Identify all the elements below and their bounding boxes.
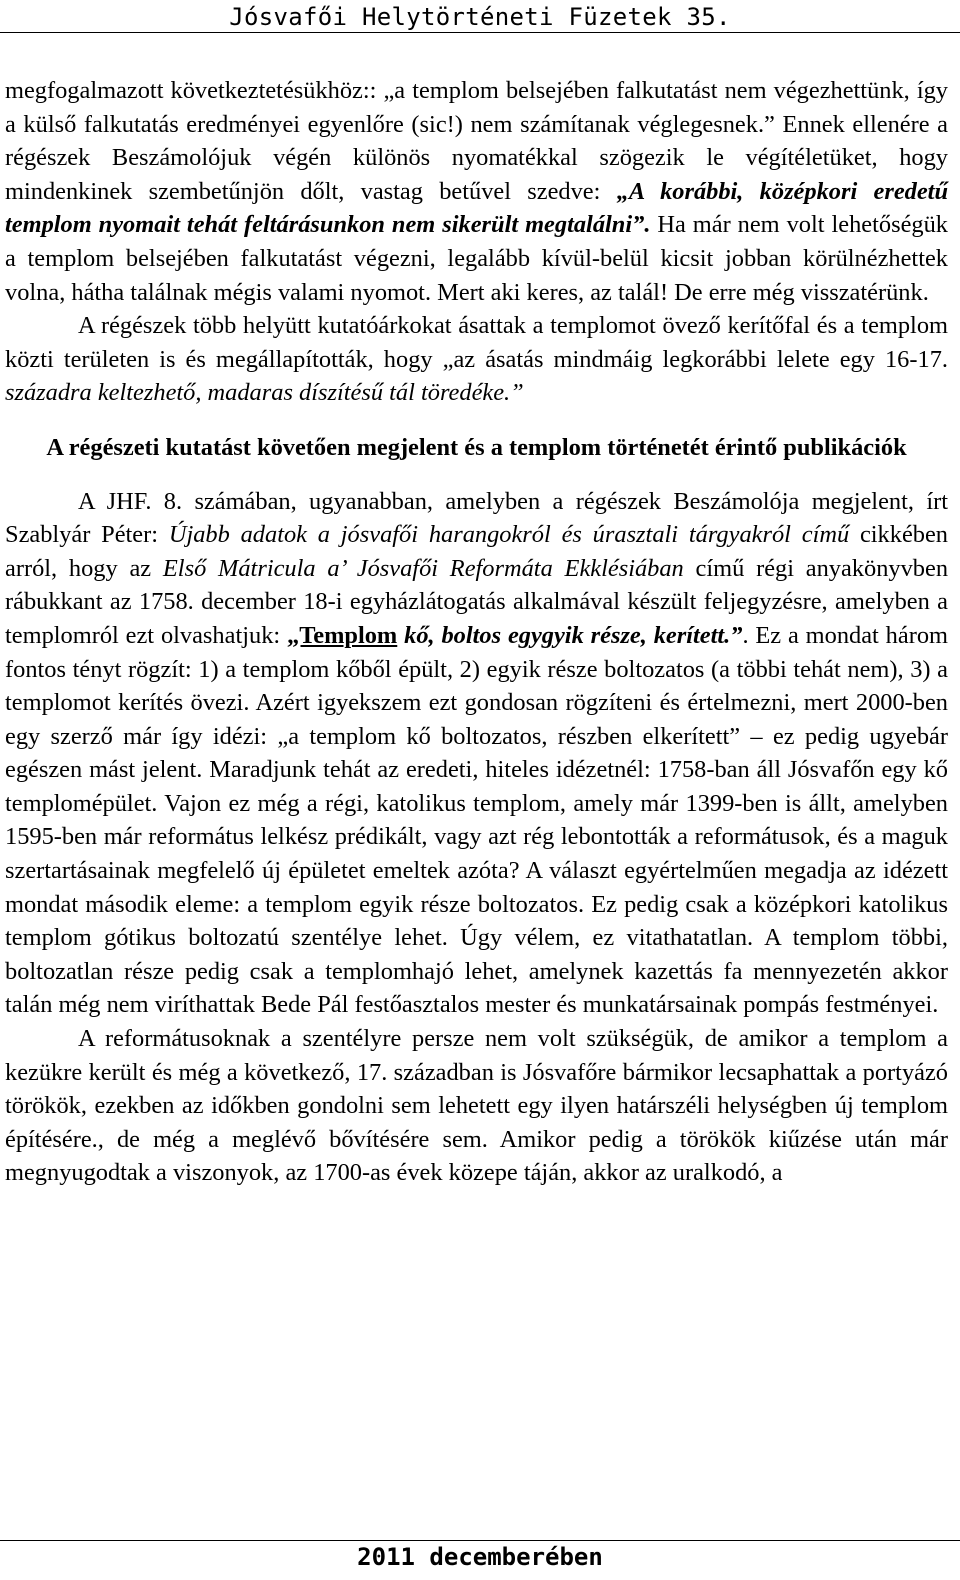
body-text [5, 74, 948, 1190]
paragraph-3-quote-underlined: „Templom [287, 621, 398, 649]
paragraph-4-text: A reformátusoknak a szentélyre persze nem volt szükségük, de amikor a templom a kezükre került és még a következő, 17. században is Jósvafőre bármikor lecsaphattak a portyázó törökök, ezekben az időkben gondolni sem lehetett egy ilyen határszéli helységben új templom építésére., de még a meglévő bővítésére sem. Amikor pedig a törökök kiűzése után már megnyugodtak a viszonyok, az 1700-as évek közepe táján, akkor az uralkodó, a [5, 1025, 948, 1187]
header-rule [0, 32, 960, 33]
paragraph-1-emphasis: „A korábbi, középkori eredetű templom nyomait tehát feltárásunkon nem sikerült megtalálni”. [5, 177, 949, 239]
paragraph-3-register-title: Első Mátricula a’ Jósvafői Reformáta Ekklésiában [162, 554, 684, 582]
paragraph-4 [5, 1022, 948, 1190]
paragraph-3 [5, 485, 948, 1023]
paragraph-3-text-d: . Ez a mondat három fontos tényt rögzít: 1) a templom kőből épült, 2) egyik része boltozatos (a többi tehát nem), 3) a templomot kerítés övezi. Azért igyekszem ezt gondosan rögzíteni és értelmezni, mert 2000-ben egy szerző már így idézi: „a templom kő boltozatos, részben elkerített” – ez pedig ugyebár egészen mást jelent. Maradjunk tehát az eredeti, hiteles idézetnél: 1758-ban áll Jósvafőn egy kő templomépület. Vajon ez még a régi, katolikus templom, amely már 1399-ben is állt, amelyben 1595-ben már református lelkész prédikált, vagy azt rég lebontották a reformátusok, és a maguk szertartásainak megfelelő új épületet emeltek azóta? A választ egyértelműen megadja az idézett mondat második eleme: a templom egyik része boltozatos. Ez pedig csak a középkori katolikus templom gótikus boltozatú szentélye lehet. Úgy vélem, ez vitathatatlan. A templom többi, boltozatlan része pedig csak a templomhajó lehet, amelynek kazettás fa mennyezetén akkor talán még nem viríthattak Bede Pál festőasztalos mester és munkatársainak pompás festményei. [5, 621, 948, 1019]
paragraph-2-text: A régészek több helyütt kutatóárkokat ásattak a templomot övező kerítőfal és a templom közti területen is és megállapították, hogy „az ásatás mindmáig legkorábbi lelete egy 16-17. [5, 312, 948, 373]
running-footer [0, 1540, 960, 1580]
paragraph-2-italic: századra keltezhető, madaras díszítésű tál töredéke.” [5, 379, 524, 407]
paragraph-1-text-a: megfogalmazott következtetésükhöz:: „a templom belsejében falkutatást nem végezhettünk, így a külső falkutatás eredményei egyenlőre (sic!) nem számítanak véglegesnek.” Ennek ellenére a régészek Beszámolójuk végén különös nyomatékkal szögezik le végítéletüket, hogy mindenkinek szembetűnjön dőlt, vastag betűvel szedve: [5, 77, 948, 205]
paragraph-3-article-title: Újabb adatok a jósvafői harangokról és úrasztali tárgyakról című [168, 521, 850, 549]
paragraph-1-text-b: Ha már nem volt lehetőségük a templom belsejében falkutatást végezni, legalább kívül-belül kicsit jobban körülnézhettek volna, hátha találnak mégis valami nyomot. Mert aki keres, az talál! De erre még visszatérünk. [5, 211, 948, 306]
paragraph-3-text-c: című régi anyakönyvben rábukkant az 1758. december 18-i egyházlátogatás alkalmával készült feljegyzésre, amelyben a templomról ezt olvashatjuk: [5, 554, 949, 649]
footer-rule [0, 1540, 960, 1541]
paragraph-2 [5, 309, 948, 410]
paragraph-3-text-b: cikkében arról, hogy az [5, 521, 948, 582]
paragraph-3-text-a: A JHF. 8. számában, ugyanabban, amelyben a régészek Beszámolója megjelent, írt Szablyár Péter: [5, 487, 948, 549]
footer-text: 2011 decemberében [357, 1543, 603, 1571]
paragraph-3-quote: kő, boltos egygyik része, kerített.” [397, 621, 743, 649]
section-heading: A régészeti kutatást követően megjelent és a templom történetét érintő publikációk [46, 433, 907, 461]
paragraph-1 [5, 74, 948, 309]
running-header [0, 0, 960, 34]
header-title: Jósvafői Helytörténeti Füzetek 35. [229, 3, 731, 31]
